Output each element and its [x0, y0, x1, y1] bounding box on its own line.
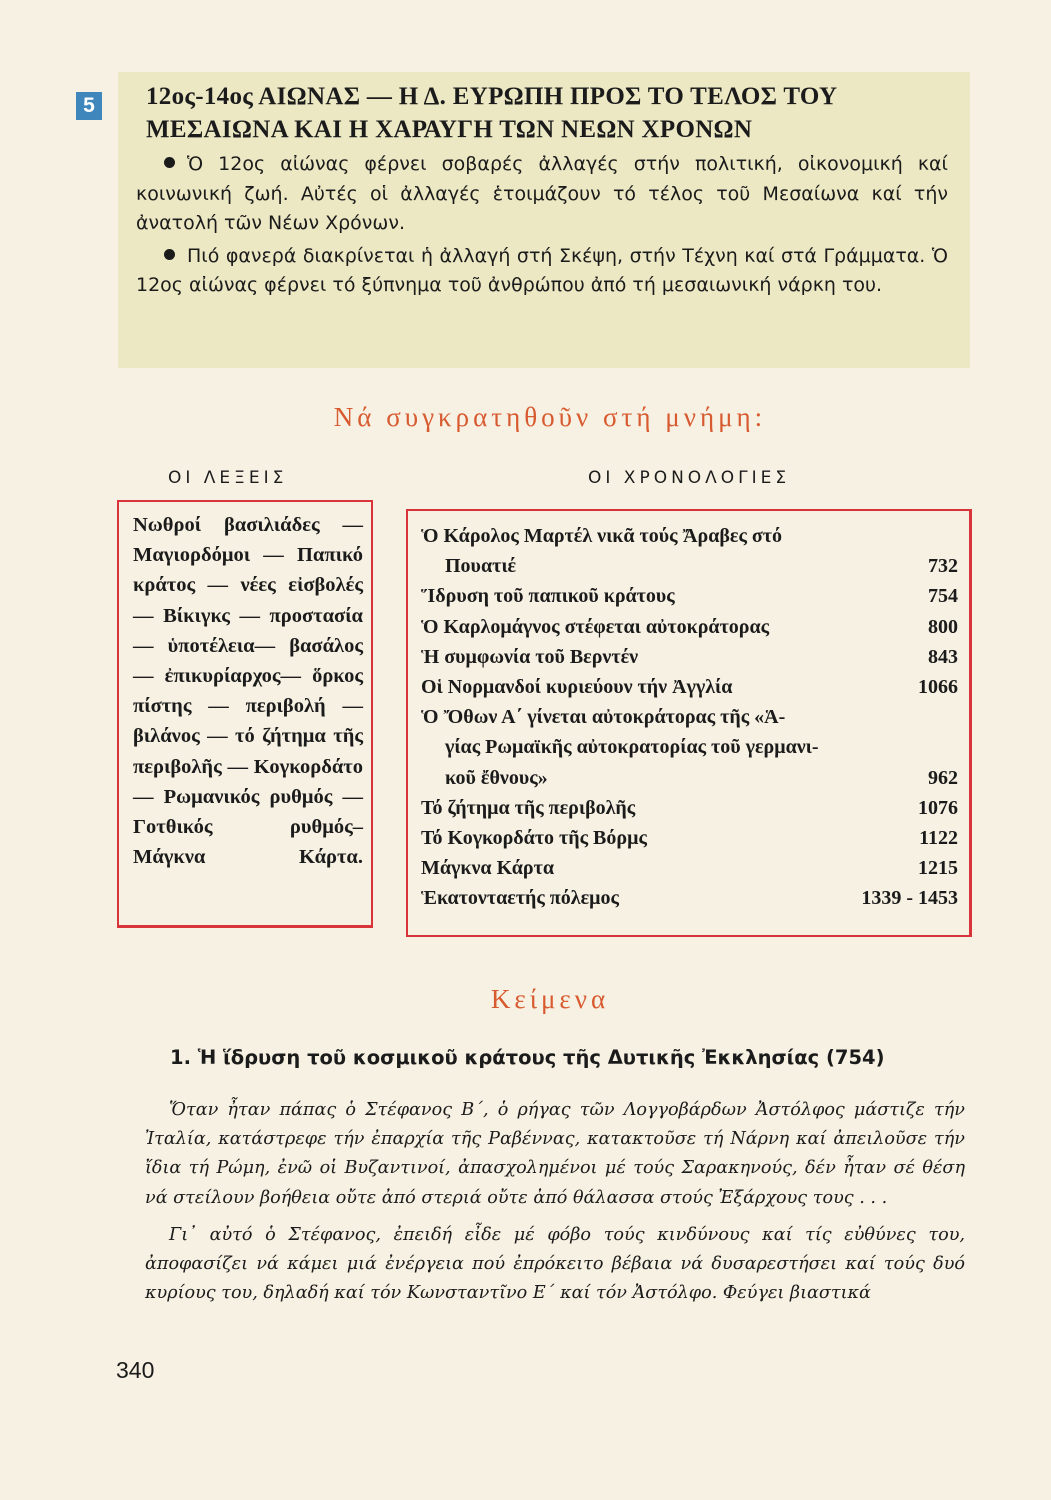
chronology-row — [421, 883, 958, 913]
summary-points — [136, 150, 948, 304]
summary-point — [136, 242, 948, 301]
summary-point-text: Πιό φανερά διακρίνεται ἡ ἀλλαγή στή Σκέψη, στήν Τέχνη καί στά Γράμματα. Ὁ 12ος αἰώνας φέρνει τό ξύπνημα τοῦ ἀνθρώπου ἀπό τή μεσαιωνική νάρκη του. — [136, 244, 948, 296]
text-1-title: 1. Ἡ ἵδρυση τοῦ κοσμικοῦ κράτους τῆς Δυτικῆς Ἐκκλησίας (754) — [170, 1046, 885, 1069]
chronology-year: 1076 — [918, 796, 958, 819]
text-paragraph: Γι᾽ αὐτό ὁ Στέφανος, ἐπειδή εἶδε μέ φόβο τούς κινδύνους καί τίς εὐθύνες του, ἀποφασίζει νά κάμει μιά ἐνέργεια πού ἐπρόκειτο βέβαια νά δυσαρεστήσει καί τούς δυό κυρίους του, δηλαδή καί τόν Κωνσταντῖνο Ε΄ καί τόν Ἀστόλφο. Φεύγει βιαστικά — [145, 1224, 965, 1304]
chronology-year: 962 — [928, 766, 958, 789]
chronology-event: κοῦ ἔθνους» — [445, 766, 548, 789]
memorize-heading: Νά συγκρατηθοῦν στή μνήμη: — [333, 402, 767, 432]
chronology-row — [421, 642, 958, 672]
chronology-year: 1066 — [918, 675, 958, 698]
words-text: Νωθροί βασιλιάδες — Μαγιορδόμοι — Παπικό κράτος — νέες εἰσβολές — Βίκιγκς — προστασία — ὑποτέλεια— βασάλος — ἐπικυρίαρχος— ὅρκος πίστης — περιβολή — βιλάνος — τό ζήτημα τῆς περιβολῆς — Κογκορδάτο — Ρωμανικός ρυθμός —Γοτθικός ρυθμός–Μάγκνα Κάρτα. — [133, 514, 363, 869]
chronology-row — [421, 521, 958, 551]
chronology-heading: ΟΙ ΧΡΟΝΟΛΟΓΙΕΣ — [588, 468, 791, 488]
chronology-event: Ἵδρυση τοῦ παπικοῦ κράτους — [421, 585, 675, 608]
chronology-row — [421, 732, 958, 762]
chronology-event: Τό ζήτημα τῆς περιβολῆς — [421, 796, 636, 819]
chapter-number-badge: 5 — [76, 92, 102, 120]
chronology-row — [421, 763, 958, 793]
chronology-year: 754 — [928, 585, 958, 608]
text-paragraph: Ὅταν ἦταν πάπας ὁ Στέφανος Β΄, ὁ ρήγας τῶν Λογγοβάρδων Ἀστόλφος μάστιζε τήν Ἰταλία, κατάστρεφε τήν ἐπαρχία τῆς Ραβέννας, κατακτοῦσε τή Νάρνη καί ἀπειλοῦσε τήν ἴδια τή Ρώμη, ἐνῶ οἱ Βυζαντινοί, ἀπασχολημένοι μέ τούς Σαρακηνούς, δέν ἦταν σέ θέση νά στείλουν βοήθεια οὔτε ἀπό στεριά οὔτε ἀπό θάλασσα στούς Ἐξάρχους τους . . . — [145, 1100, 965, 1208]
chronology-list — [421, 521, 958, 913]
chronology-year: 1122 — [919, 826, 958, 849]
chronology-event: Ἑκατονταετής πόλεμος — [421, 887, 619, 910]
chronology-event: γίας Ρωμαϊκῆς αὐτοκρατορίας τοῦ γερμανι- — [445, 736, 819, 759]
summary-title: 12ος-14ος ΑΙΩΝΑΣ — Η Δ. ΕΥΡΩΠΗ ΠΡΟΣ ΤΟ ΤΕΛΟΣ ΤΟΥ ΜΕΣΑΙΩΝΑ ΚΑΙ Η ΧΑΡΑΥΓΗ ΤΩΝ ΝΕΩΝ ΧΡΟΝΩΝ — [146, 83, 838, 143]
chronology-event: Ὁ Καρλομάγνος στέφεται αὐτοκράτορας — [421, 615, 770, 638]
chronology-row — [421, 853, 958, 883]
chronology-row — [421, 612, 958, 642]
chronology-event: Μάγκνα Κάρτα — [421, 857, 555, 880]
chronology-event: Πουατιέ — [445, 555, 517, 578]
chronology-row — [421, 823, 958, 853]
bullet-icon — [164, 157, 175, 168]
words-heading: ΟΙ ΛΕΞΕΙΣ — [168, 468, 288, 488]
chronology-event: Οἱ Νορμανδοί κυριεύουν τήν Ἀγγλία — [421, 675, 733, 698]
chronology-event: Ὁ Κάρολος Μαρτέλ νικᾶ τούς Ἄραβες στό — [421, 525, 782, 547]
chronology-row — [421, 581, 958, 611]
chronology-year: 1339 - 1453 — [861, 887, 958, 910]
chronology-row — [421, 702, 958, 732]
chronology-event: Ὁ Ὄθων Α΄ γίνεται αὐτοκράτορας τῆς «Ἁ- — [421, 706, 786, 729]
chronology-year: 1215 — [918, 857, 958, 880]
chronology-event: Τό Κογκορδάτο τῆς Βόρμς — [421, 826, 647, 849]
page-number: 340 — [116, 1357, 155, 1383]
chronology-event: Ἡ συμφωνία τοῦ Βερντέν — [421, 645, 639, 668]
chronology-row — [421, 793, 958, 823]
summary-point-text: Ὁ 12ος αἰώνας φέρνει σοβαρές ἀλλαγές στήν πολιτική, οἰκονομική καί κοινωνική ζωή. Αὐτές οἱ ἀλλαγές ἑτοιμάζουν τό τέλος τοῦ Μεσαίωνα καί τήν ἀνατολή τῶν Νέων Χρόνων. — [136, 153, 948, 234]
text-1-body — [145, 1096, 965, 1316]
chronology-year: 800 — [928, 615, 958, 638]
chronology-row — [421, 551, 958, 581]
bullet-icon — [164, 249, 175, 260]
summary-point — [136, 150, 948, 239]
texts-heading: Κείμενα — [490, 984, 610, 1014]
chronology-year: 843 — [928, 645, 958, 668]
chronology-year: 732 — [928, 555, 958, 578]
chronology-row — [421, 672, 958, 702]
